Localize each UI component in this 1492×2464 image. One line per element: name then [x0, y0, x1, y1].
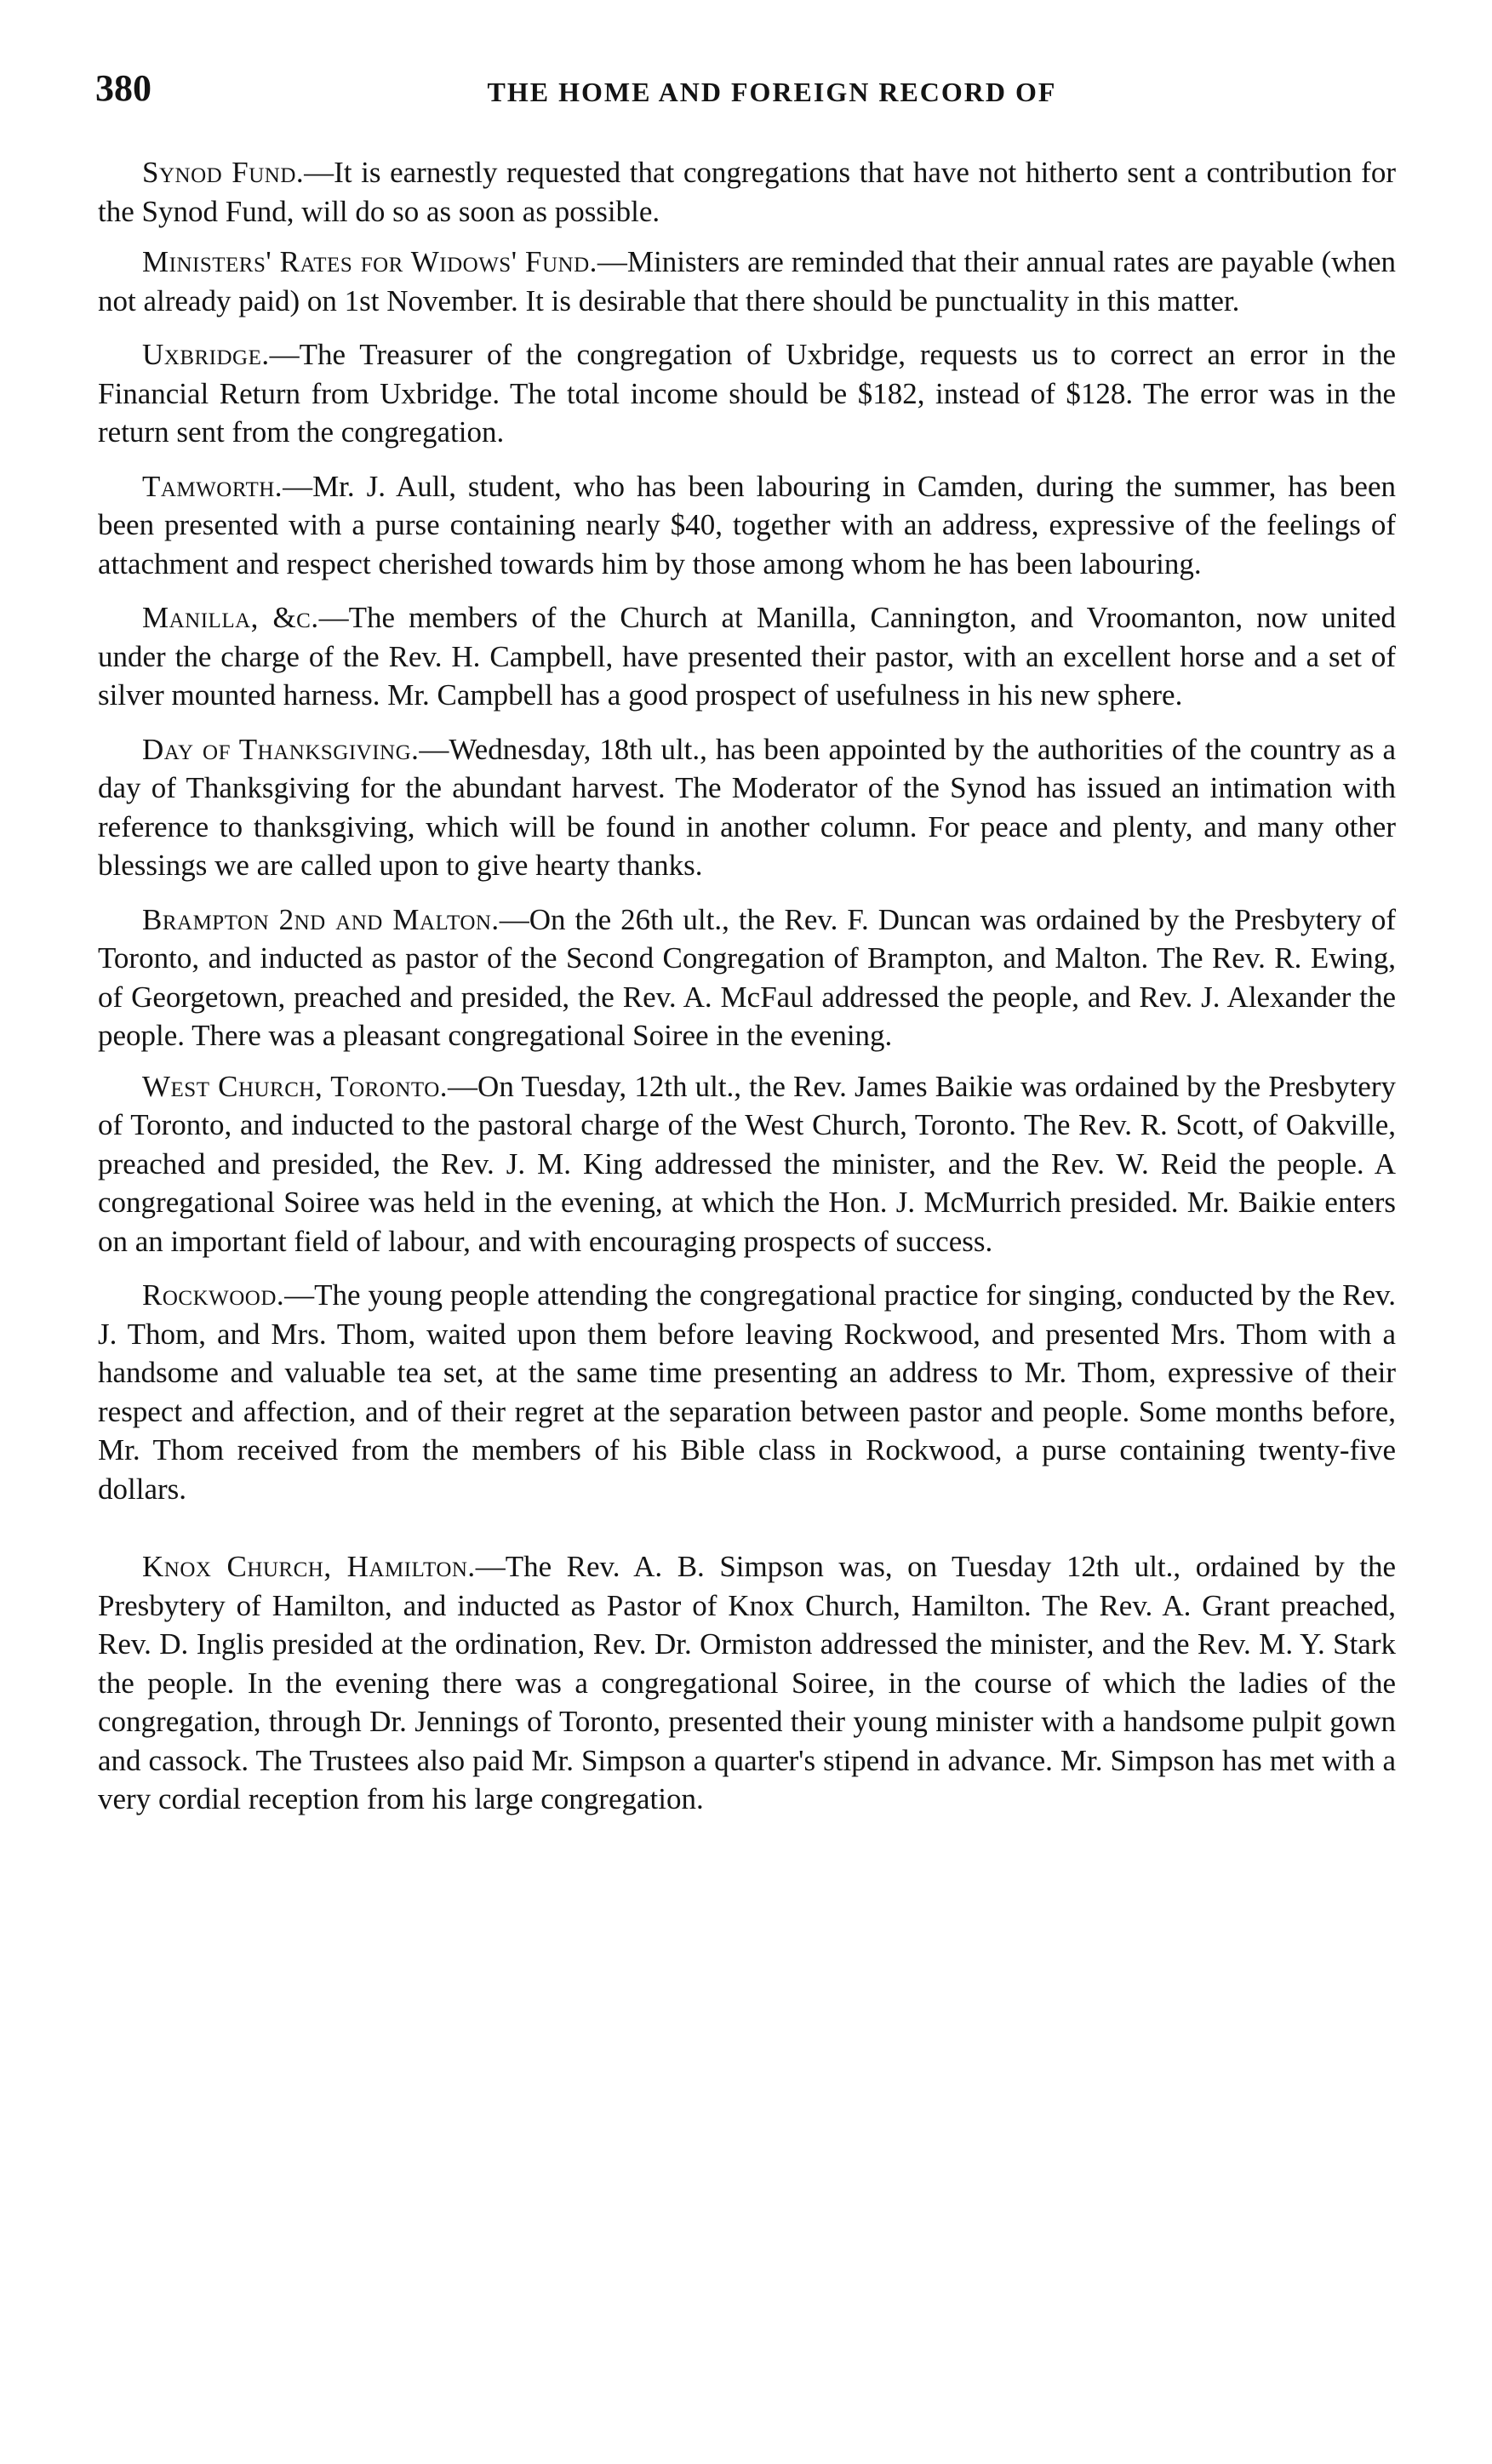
- item-text: —On the 26th ult., the Rev. F. Duncan was ordained by the Presbytery of Toronto, and inducted as pastor of the Second Congregation of Brampton, and Malton. The Rev. R. Ewing, of Georgetown, preached and presided, the Rev. A. McFaul addressed the people, and Rev. J. Alexander the people. There was a pleasant congregational Soiree in the evening.: [98, 902, 1396, 1052]
- news-item-uxbridge: [98, 335, 1396, 452]
- news-item-rockwood: [98, 1276, 1396, 1508]
- item-heading: Uxbridge.: [142, 338, 270, 371]
- item-heading: Tamworth.: [142, 469, 283, 503]
- running-title: THE HOME AND FOREIGN RECORD OF: [487, 77, 1057, 107]
- news-item-widows-fund: [98, 243, 1396, 320]
- news-item-synod-fund: [98, 153, 1396, 231]
- item-heading: Knox Church, Hamilton.: [142, 1550, 476, 1583]
- page-number: 380: [95, 67, 151, 109]
- item-text: —On Tuesday, 12th ult., the Rev. James Baikie was ordained by the Presbytery of Toronto, and inducted to the pastoral charge of the West Church, Toronto. The Rev. R. Scott, of Oakville, preached and presided, the Rev. J. M. King addressed the minister, and the Rev. W. Reid the people. A congregational Soiree was held in the evening, at which the Hon. J. McMurrich presided. Mr. Baikie enters on an important field of labour, and with encouraging prospects of success.: [98, 1069, 1396, 1258]
- item-text: —Mr. J. Aull, student, who has been labouring in Camden, during the summer, has been been presented with a purse containing nearly $40, together with an address, expressive of the feelings of attachment and respect cherished towards him by those among whom he has been labouring.: [98, 469, 1396, 580]
- item-heading: Day of Thanksgiving.: [142, 732, 420, 766]
- item-text: —The Treasurer of the congregation of Uxbridge, requests us to correct an error in the Financial Return from Uxbridge. The total income should be $182, instead of $128. The error was in the return sent from the congregation.: [98, 338, 1396, 449]
- item-text: —Wednesday, 18th ult., has been appointed by the authorities of the country as a day of Thanksgiving for the abundant harvest. The Moderator of the Synod has issued an intimation with reference to thanksgiving, which will be found in another column. For peace and plenty, and many other blessings we are called upon to give hearty thanks.: [98, 732, 1396, 882]
- news-item-brampton-malton: [98, 900, 1396, 1055]
- news-item-west-church-toronto: [98, 1067, 1396, 1261]
- item-heading: Ministers' Rates for Widows' Fund.: [142, 245, 597, 278]
- item-heading: Synod Fund.: [142, 156, 305, 189]
- item-heading: Rockwood.: [142, 1278, 285, 1312]
- news-item-tamworth: [98, 467, 1396, 584]
- item-text: —Ministers are reminded that their annual rates are payable (when not already paid) on 1st November. It is desirable that there should be punctuality in this matter.: [98, 245, 1397, 317]
- news-item-manilla: [98, 598, 1396, 715]
- running-head: [95, 66, 1398, 117]
- news-item-knox-church-hamilton: [98, 1547, 1396, 1819]
- item-heading: Manilla, &c.: [142, 601, 319, 634]
- item-heading: Brampton 2nd and Malton.: [142, 902, 500, 936]
- item-text: —It is earnestly requested that congregations that have not hitherto sent a contribution for the Synod Fund, will do so as soon as possible.: [98, 156, 1396, 228]
- item-text: —The members of the Church at Manilla, Cannington, and Vroomanton, now united under the charge of the Rev. H. Campbell, have presented their pastor, with an excellent horse and a set of silver mounted harness. Mr. Campbell has a good prospect of usefulness in his new sphere.: [98, 601, 1396, 712]
- article-body: [98, 153, 1396, 1819]
- item-text: —The Rev. A. B. Simpson was, on Tuesday 12th ult., ordained by the Presbytery of Hamilton, and inducted as Pastor of Knox Church, Hamilton. The Rev. A. Grant preached, Rev. D. Inglis presided at the ordination, Rev. Dr. Ormiston addressed the minister, and the Rev. M. Y. Stark the people. In the evening there was a congregational Soiree, in the course of which the ladies of the congregation, through Dr. Jennings of Toronto, presented their young minister with a handsome pulpit gown and cassock. The Trustees also paid Mr. Simpson a quarter's stipend in advance. Mr. Simpson has met with a very cordial reception from his large congregation.: [98, 1550, 1396, 1815]
- item-text: —The young people attending the congregational practice for singing, conducted by the Rev. J. Thom, and Mrs. Thom, waited upon them before leaving Rockwood, and presented Mrs. Thom with a handsome and valuable tea set, at the same time presenting an address to Mr. Thom, expressive of their respect and affection, and of their regret at the separation between pastor and people. Some months before, Mr. Thom received from the members of his Bible class in Rockwood, a purse containing twenty-five dollars.: [98, 1278, 1396, 1506]
- item-heading: West Church, Toronto.: [142, 1069, 449, 1103]
- news-item-day-of-thanksgiving: [98, 730, 1396, 885]
